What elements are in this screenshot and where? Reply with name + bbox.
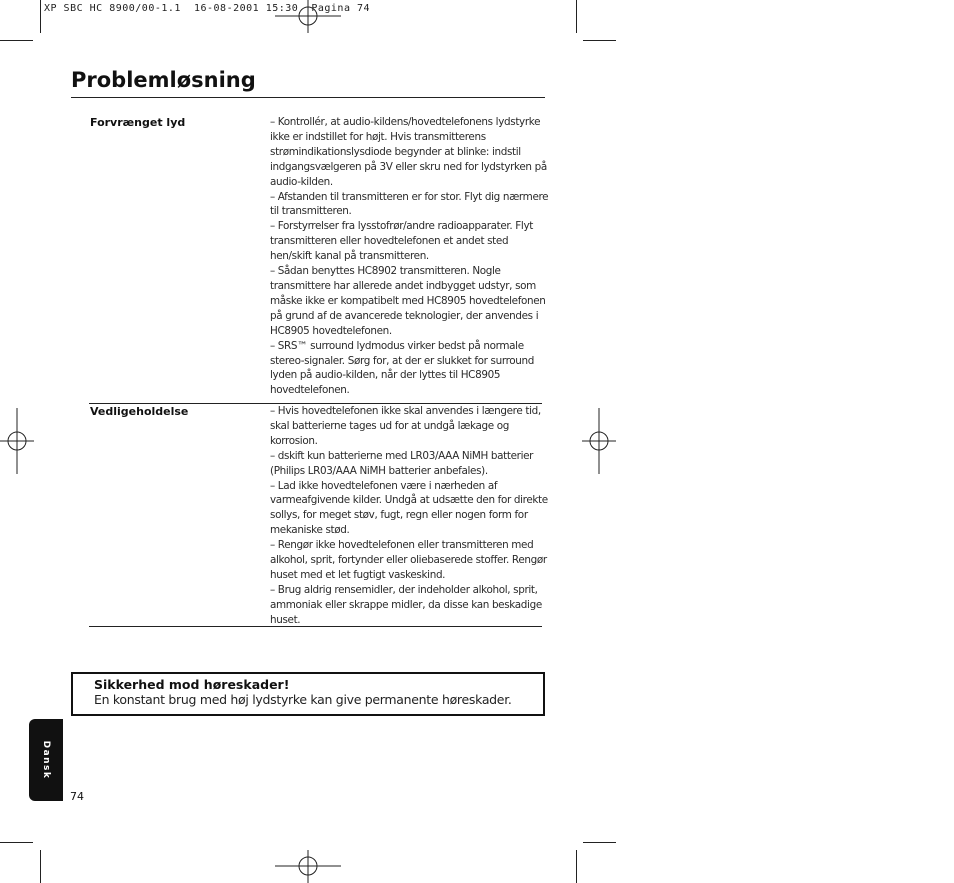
section-paragraph: – Kontrollér, at audio-kildens/hovedtelefonens lydstyrke ikke er indstillet for højt. Hvis transmitterens strømindikationslysdiode begynder at blinke: indstil indgangsvælgeren på 3V eller skru ned for lydstyrken på audio-kilden. — [270, 116, 547, 188]
page-number: 74 — [70, 790, 84, 803]
page-title: Problemløsning — [71, 68, 256, 92]
section-end-divider — [89, 626, 542, 627]
section-paragraph: – Sådan benyttes HC8902 transmitteren. Nogle transmittere har allerede andet indbygget udstyr, som måske ikke er kompatibelt med HC8905 hovedtelefonen på grund af de avancerede teknologier, der anvendes i HC8905 hovedtelefonen. — [270, 265, 546, 337]
warning-text: En konstant brug med høj lydstyrke kan give permanente høreskader. — [94, 692, 512, 707]
section-body-forvraenget-lyd — [270, 115, 552, 398]
warning-title: Sikkerhed mod høreskader! — [94, 677, 290, 692]
section-body-vedligeholdelse — [270, 404, 552, 628]
section-paragraph: – dskift kun batterierne med LR03/AAA NiMH batterier (Philips LR03/AAA NiMH batterier anbefales). — [270, 449, 534, 477]
section-paragraph: – Forstyrrelser fra lysstofrør/andre radioapparater. Flyt transmitteren eller hovedtelefonen et andet sted hen/skift kanal på transmitteren. — [270, 220, 533, 263]
registration-mark-top — [275, 0, 341, 33]
section-paragraph: – Rengør ikke hovedtelefonen eller transmitteren med alkohol, sprit, fortynder eller oliebaserede stoffer. Rengør huset med et let fugtigt vaskeskind. — [270, 539, 547, 581]
title-divider — [71, 97, 545, 98]
section-paragraph: – Lad ikke hovedtelefonen være i nærheden af varmeafgivende kilder. Undgå at udsætte den for direkte sollys, for meget støv, fugt, regn eller nogen form for mekaniske stød. — [270, 479, 548, 537]
section-paragraph: – Hvis hovedtelefonen ikke skal anvendes i længere tid, skal batterierne tages ud for at undgå lækage og korrosion. — [270, 405, 541, 447]
section-paragraph: – SRS™ surround lydmodus virker bedst på normale stereo-signaler. Sørg for, at der er slukket for surround lyden på audio-kilden, når der lyttes til HC8905 hovedtelefonen. — [270, 339, 534, 397]
language-tab — [29, 719, 63, 801]
print-header: XP SBC HC 8900/00-1.1 16-08-2001 15:30 Pagina 74 — [44, 3, 371, 14]
section-paragraph: – Afstanden til transmitteren er for stor. Flyt dig nærmere til transmitteren. — [270, 190, 549, 218]
registration-mark-bottom — [275, 850, 341, 883]
section-label-vedligeholdelse: Vedligeholdelse — [90, 405, 189, 418]
section-label-forvraenget-lyd: Forvrænget lyd — [90, 116, 186, 129]
language-tab-label: Dansk — [41, 740, 51, 780]
registration-mark-left — [0, 408, 34, 474]
warning-box — [71, 672, 545, 716]
section-paragraph: – Brug aldrig rensemidler, der indeholder alkohol, sprit, ammoniak eller skrappe midler, da disse kan beskadige huset. — [270, 583, 542, 626]
registration-mark-right — [582, 408, 616, 474]
